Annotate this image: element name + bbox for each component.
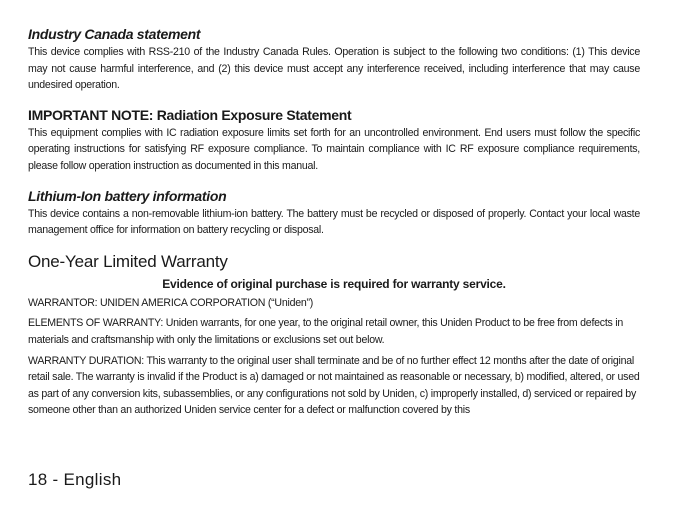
section-text: This device contains a non-removable lithium-ion battery. The battery must be recycled or disposed of properly. Contact your local waste management office for information on battery recycling or disposal. [28,207,640,237]
page-number-footer: 18 - English [28,470,122,489]
section-radiation-exposure [28,107,640,175]
warranty-duration: WARRANTY DURATION: This warranty to the original user shall terminate and be of no further effect 12 months after the date of original retail sale. The warranty is invalid if the Product is a) damaged or not maintained as reasonable or necessary, b) modified, altered, or used as part of any conversion kits, subassemblies, or any configurations not sold by Uniden, c) improperly installed, d) serviced or repaired by someone other than an authorized Uniden service center for a defect or malfunction covered by this [28,354,640,417]
section-heading: Lithium-Ion battery information [28,187,227,204]
manual-page [28,26,640,423]
warranty-elements: ELEMENTS OF WARRANTY: Uniden warrants, for one year, to the original retail owner, this Uniden Product to be free from defects in materials and craftsmanship with only the limitations or exclusions set out below. [28,317,624,346]
section-heading: Industry Canada statement [28,26,201,42]
warranty-title: One-Year Limited Warranty [28,251,228,271]
section-text: This device complies with RSS-210 of the Industry Canada Rules. Operation is subject to the following two conditions: (1) This device may not cause harmful interference, and (2) this device must accept any interference received, including interference that may cause undesired operation. [28,46,640,92]
warranty-section [28,252,640,419]
section-industry-canada [28,26,640,94]
section-heading: IMPORTANT NOTE: Radiation Exposure Statement [28,106,352,123]
section-battery-info [28,188,640,239]
warranty-warrantor: WARRANTOR: UNIDEN AMERICA CORPORATION (“Uniden”) [28,296,314,309]
section-text: This equipment complies with IC radiation exposure limits set forth for an uncontrolled environment. End users must follow the specific operating instructions for satisfying RF exposure compliance. To maintain compliance with IC RF exposure compliance requirements, please follow operation instruction as documented in this manual. [28,126,640,172]
warranty-evidence-note: Evidence of original purchase is required for warranty service. [162,276,506,291]
